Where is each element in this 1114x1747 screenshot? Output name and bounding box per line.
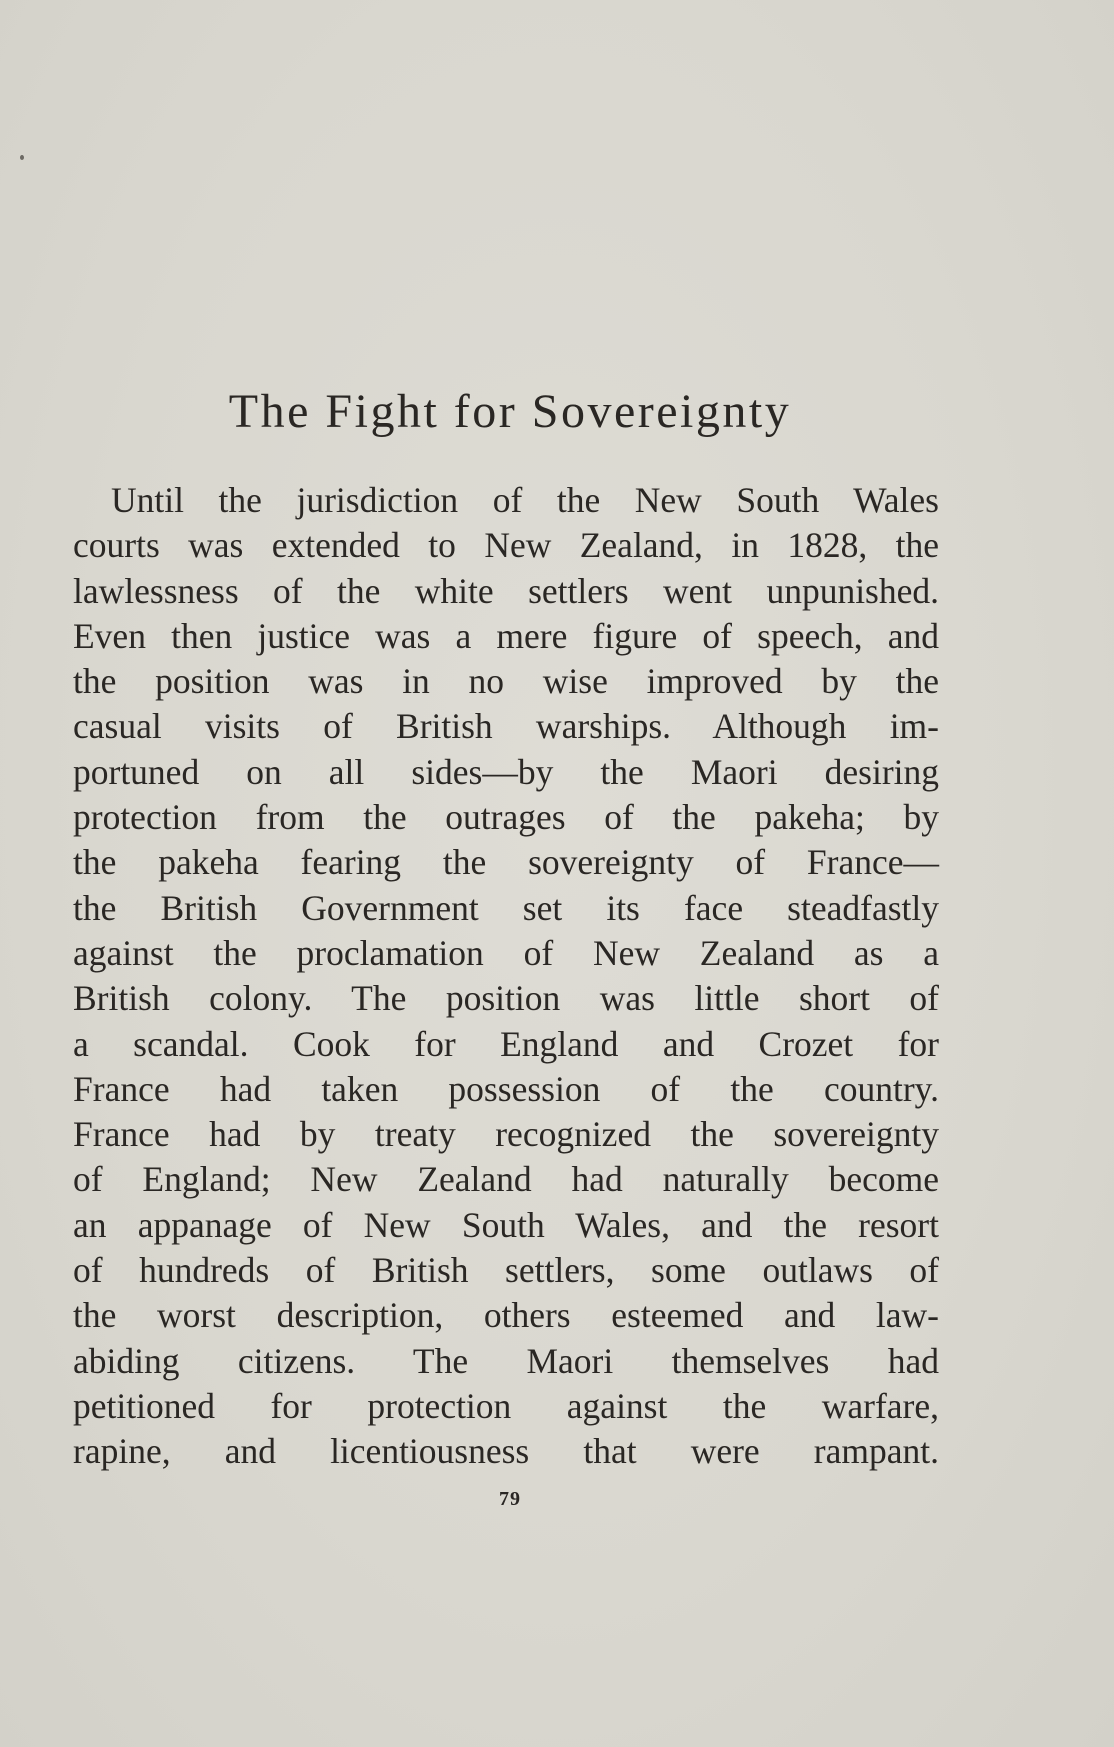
text-line: courts was extended to New Zealand, in 1828, the: [73, 525, 939, 566]
text-line: the worst description, others esteemed and law-: [73, 1295, 939, 1336]
body-paragraph: [73, 478, 939, 1475]
text-line: abiding citizens. The Maori themselves had: [73, 1340, 939, 1381]
text-line: Until the jurisdiction of the New South Wales: [111, 480, 939, 520]
text-line: British colony. The position was little short of: [73, 978, 939, 1019]
text-line: against the proclamation of New Zealand as a: [73, 932, 939, 973]
text-line: an appanage of New South Wales, and the resort: [73, 1204, 939, 1245]
page-number: 79: [499, 1488, 521, 1510]
text-line: of England; New Zealand had naturally become: [73, 1159, 939, 1200]
text-line: protection from the outrages of the pakeha; by: [73, 797, 939, 838]
chapter-title: The Fight for Sovereignty: [228, 385, 792, 438]
text-line: of hundreds of British settlers, some outlaws of: [73, 1250, 939, 1291]
text-line: lawlessness of the white settlers went unpunished.: [73, 570, 939, 611]
text-line: the pakeha fearing the sovereignty of France—: [73, 842, 939, 883]
text-line: casual visits of British warships. Although im-: [73, 706, 939, 747]
text-line: the British Government set its face steadfastly: [73, 887, 939, 928]
text-line: petitioned for protection against the warfare,: [73, 1385, 939, 1426]
text-line: France had by treaty recognized the sovereignty: [73, 1114, 939, 1155]
text-line: the position was in no wise improved by the: [73, 661, 939, 702]
print-speck: [20, 155, 24, 160]
text-line: Even then justice was a mere figure of speech, and: [73, 615, 939, 656]
text-line: rapine, and licentiousness that were rampant.: [73, 1431, 939, 1472]
text-line: portuned on all sides—by the Maori desiring: [73, 751, 939, 792]
text-line: a scandal. Cook for England and Crozet for: [73, 1023, 939, 1064]
text-line: France had taken possession of the country.: [73, 1068, 939, 1109]
